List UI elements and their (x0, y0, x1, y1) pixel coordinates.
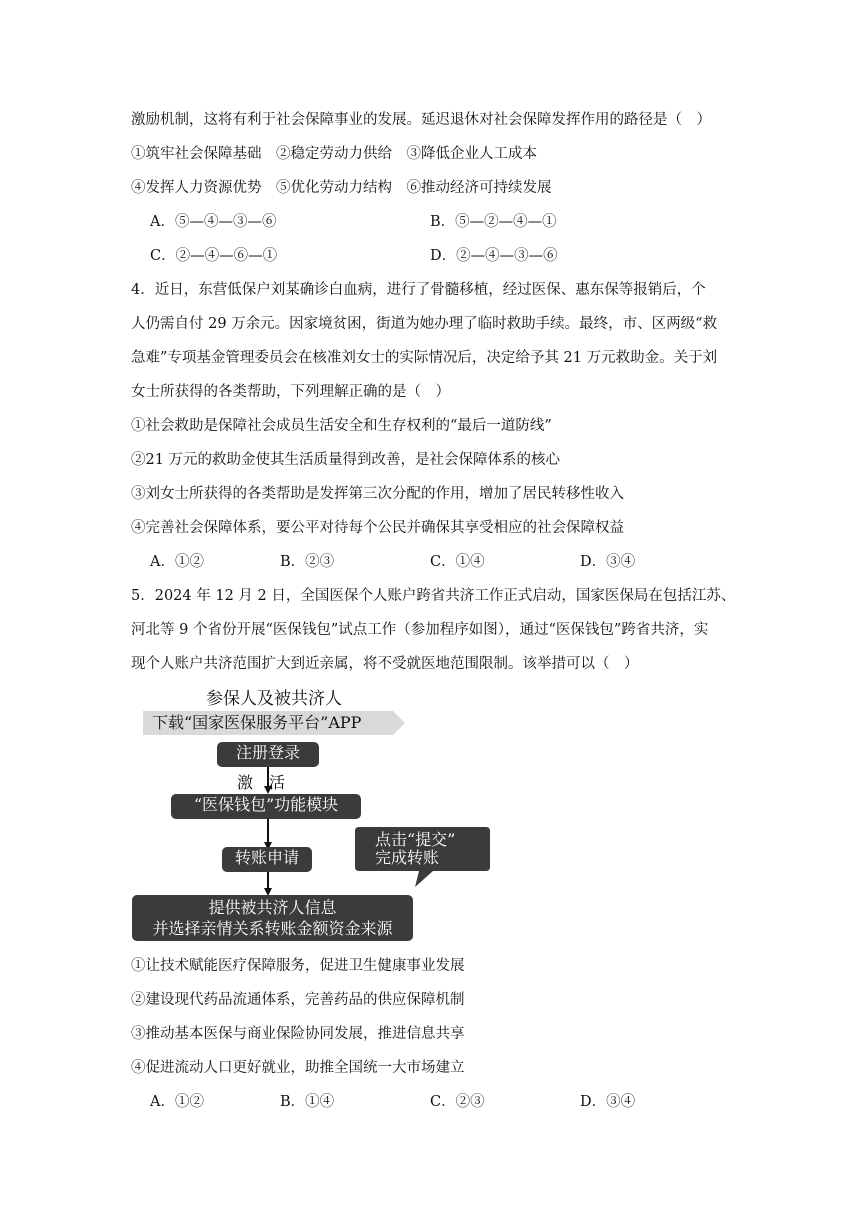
q4-option-a[interactable]: A．①② (150, 554, 204, 570)
q5-stem-line3: 现个人账户共济范围扩大到近亲属，将不受就医地范围限制。该举措可以（ ） (131, 656, 639, 672)
q4-stem-line4: 女士所获得的各类帮助，下列理解正确的是（ ） (131, 384, 450, 400)
q3-stem-tail: 激励机制，这将有利于社会保障事业的发展。延迟退休对社会保障发挥作用的路径是（ ） (131, 112, 711, 128)
q4-option-b[interactable]: B．②③ (280, 554, 335, 570)
q4-item-1: ①社会救助是保障社会成员生活安全和生存权利的“最后一道防线” (131, 418, 552, 434)
q5-item-3: ③推动基本医保与商业保险协同发展，推进信息共享 (131, 1026, 465, 1042)
flow-title: 参保人及被共济人 (206, 689, 342, 709)
q5-item-2: ②建设现代药品流通体系，完善药品的供应保障机制 (131, 992, 465, 1008)
flow-step-provide-info-line1: 提供被共济人信息 (208, 898, 337, 917)
q4-option-d[interactable]: D．③④ (580, 554, 636, 570)
q4-stem-line2: 人仍需自付 29 万余元。因家境贫困，街道为她办理了临时救助手续。最终，市、区两级“救 (131, 316, 718, 332)
q3-option-b[interactable]: B．⑤—②—④—① (430, 214, 557, 230)
flow-step-register: 注册登录 (217, 742, 319, 767)
flow-arrow-2 (267, 819, 269, 844)
q3-items-line1: ①筑牢社会保障基础 ②稳定劳动力供给 ③降低企业人工成本 (131, 146, 537, 162)
q3-items-line2: ④发挥人力资源优势 ⑤优化劳动力结构 ⑥推动经济可持续发展 (131, 180, 552, 196)
flow-callout-line1: 点击“提交” (375, 830, 456, 849)
flow-step-provide-info-line2: 并选择亲情关系转账金额资金来源 (152, 919, 393, 938)
q4-item-3: ③刘女士所获得的各类帮助是发挥第三次分配的作用，增加了居民转移性收入 (131, 486, 624, 502)
q4-option-c[interactable]: C．①④ (430, 554, 485, 570)
flow-callout-line2: 完成转账 (375, 848, 440, 867)
q5-option-d[interactable]: D．③④ (580, 1094, 636, 1110)
q5-stem-line2: 河北等 9 个省份开展“医保钱包”试点工作（参加程序如图），通过“医保钱包”跨省共济，实 (131, 622, 709, 638)
q4-stem-line3: 急难”专项基金管理委员会在核准刘女士的实际情况后，决定给予其 21 万元救助金。关于刘 (131, 350, 718, 366)
q5-item-1: ①让技术赋能医疗保障服务，促进卫生健康事业发展 (131, 958, 465, 974)
flow-step-transfer-request: 转账申请 (222, 847, 312, 872)
q4-item-2: ②21 万元的救助金使其生活质量得到改善，是社会保障体系的核心 (131, 452, 561, 468)
q5-option-c[interactable]: C．②③ (430, 1094, 485, 1110)
q3-option-a[interactable]: A．⑤—④—③—⑥ (150, 214, 277, 230)
flow-activate-label: 激 活 (237, 773, 286, 792)
q4-item-4: ④完善社会保障体系，要公平对待每个公民并确保其享受相应的社会保障权益 (131, 520, 624, 536)
flow-step-wallet-module: “医保钱包”功能模块 (171, 794, 361, 819)
q5-option-a[interactable]: A．①② (150, 1094, 204, 1110)
q5-stem-line1: 5．2024 年 12 月 2 日，全国医保个人账户跨省共济工作正式启动，国家医保局在包括江苏、 (131, 588, 736, 604)
q4-stem-line1: 4．近日，东营低保户刘某确诊白血病，进行了骨髓移植，经过医保、惠东保等报销后，个 (131, 282, 706, 298)
flow-banner: 下载“国家医保服务平台”APP (152, 713, 362, 732)
q3-option-c[interactable]: C．②—④—⑥—① (150, 248, 278, 264)
q5-item-4: ④促进流动人口更好就业，助推全国统一大市场建立 (131, 1060, 465, 1076)
q5-option-b[interactable]: B．①④ (280, 1094, 335, 1110)
q3-option-d[interactable]: D．②—④—③—⑥ (430, 248, 558, 264)
flow-step-provide-info (132, 895, 413, 941)
